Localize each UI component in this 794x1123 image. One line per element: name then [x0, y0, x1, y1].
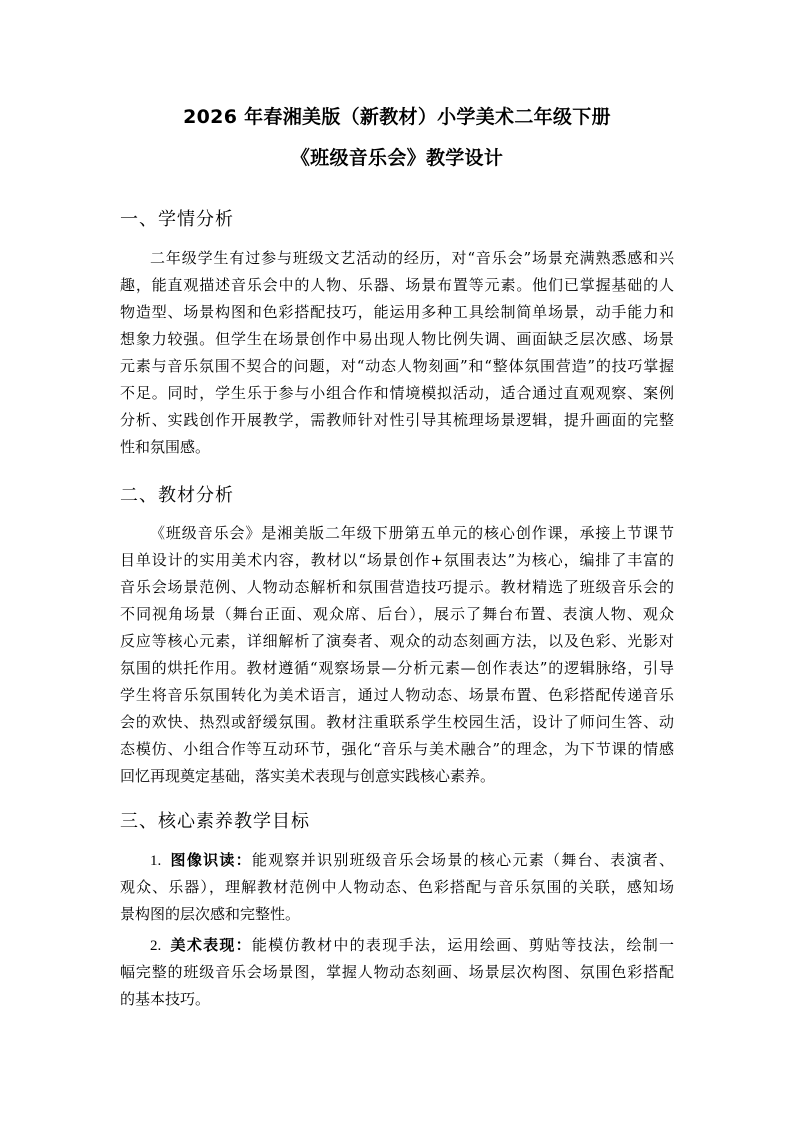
objective-label: 美术表现： [169, 936, 252, 954]
paragraph-line: 的基本技巧。 [120, 990, 211, 1008]
paragraph-line: 不足。同时，学生乐于参与小组合作和情境模拟活动，适合通过直观观察、案例 [120, 384, 674, 402]
document-subtitle: 《班级音乐会》教学设计 [290, 147, 504, 169]
section-heading-core-objectives: 三、核心素养教学目标 [120, 811, 310, 832]
paragraph-line: 景构图的层次感和完整性。 [120, 905, 301, 923]
document-title: 2026 年春湘美版（新教材）小学美术二年级下册 [183, 106, 611, 128]
paragraph-line: 物造型、场景构图和色彩搭配技巧，能运用多种工具绘制简单场景，动手能力和 [120, 303, 674, 321]
objective-text: 能模仿教材中的表现手法，运用绘画、剪贴等技法，绘制一 [251, 936, 674, 954]
paragraph-line: 会的欢快、热烈或舒缓氛围。教材注重联系学生校园生活，设计了师问生答、动 [120, 713, 674, 731]
paragraph-line: 想象力较强。但学生在场景创作中易出现人物比例失调、画面缺乏层次感、场景 [120, 330, 674, 348]
objective-first-line [120, 847, 674, 874]
paragraph-line: 反应等核心元素，详细解析了演奏者、观众的动态刻画方法，以及色彩、光影对 [120, 632, 674, 650]
paragraph-line: 二年级学生有过参与班级文艺活动的经历，对“音乐会”场景充满熟悉感和兴 [150, 249, 674, 267]
paragraph-line: 元素与音乐氛围不契合的问题，对“动态人物刻画”和“整体氛围营造”的技巧掌握 [120, 357, 674, 375]
objective-first-line [120, 932, 674, 959]
objective-item-art-expression [120, 932, 674, 1013]
paragraph-line: 《班级音乐会》是湘美版二年级下册第五单元的核心创作课，承接上节课节 [150, 524, 674, 542]
paragraph-line: 观众、乐器），理解教材范例中人物动态、色彩搭配与音乐氛围的关联，感知场 [120, 878, 674, 896]
objective-number: 2. [150, 938, 162, 954]
objective-label: 图像识读： [169, 851, 252, 869]
paragraph-line: 不同视角场景（舞台正面、观众席、后台），展示了舞台布置、表演人物、观众 [120, 605, 674, 623]
section-body-textbook-analysis [120, 520, 674, 790]
paragraph-line: 氛围的烘托作用。教材遵循“观察场景—分析元素—创作表达”的逻辑脉络，引导 [120, 659, 674, 677]
paragraph-line: 回忆再现奠定基础，落实美术表现与创意实践核心素养。 [120, 767, 496, 785]
paragraph-line: 性和氛围感。 [120, 438, 211, 456]
section-heading-learner-analysis: 一、学情分析 [120, 209, 234, 230]
section-heading-textbook-analysis: 二、教材分析 [120, 485, 234, 506]
paragraph-line: 目单设计的实用美术内容，教材以“场景创作+氛围表达”为核心，编排了丰富的 [120, 551, 674, 569]
objective-number: 1. [150, 853, 162, 869]
objective-item-image-reading [120, 847, 674, 928]
paragraph-line: 分析、实践创作开展教学，需教师针对性引导其梳理场景逻辑，提升画面的完整 [120, 411, 674, 429]
section-body-learner-analysis [120, 245, 674, 461]
paragraph-line: 音乐会场景范例、人物动态解析和氛围营造技巧提示。教材精选了班级音乐会的 [120, 578, 674, 596]
objective-text: 能观察并识别班级音乐会场景的核心元素（舞台、表演者、 [251, 851, 674, 869]
paragraph-line: 态模仿、小组合作等互动环节，强化“音乐与美术融合”的理念，为下节课的情感 [120, 740, 674, 758]
paragraph-line: 幅完整的班级音乐会场景图，掌握人物动态刻画、场景层次构图、氛围色彩搭配 [120, 963, 674, 981]
paragraph-line: 学生将音乐氛围转化为美术语言，通过人物动态、场景布置、色彩搭配传递音乐 [120, 686, 674, 704]
paragraph-line: 趣，能直观描述音乐会中的人物、乐器、场景布置等元素。他们已掌握基础的人 [120, 276, 674, 294]
